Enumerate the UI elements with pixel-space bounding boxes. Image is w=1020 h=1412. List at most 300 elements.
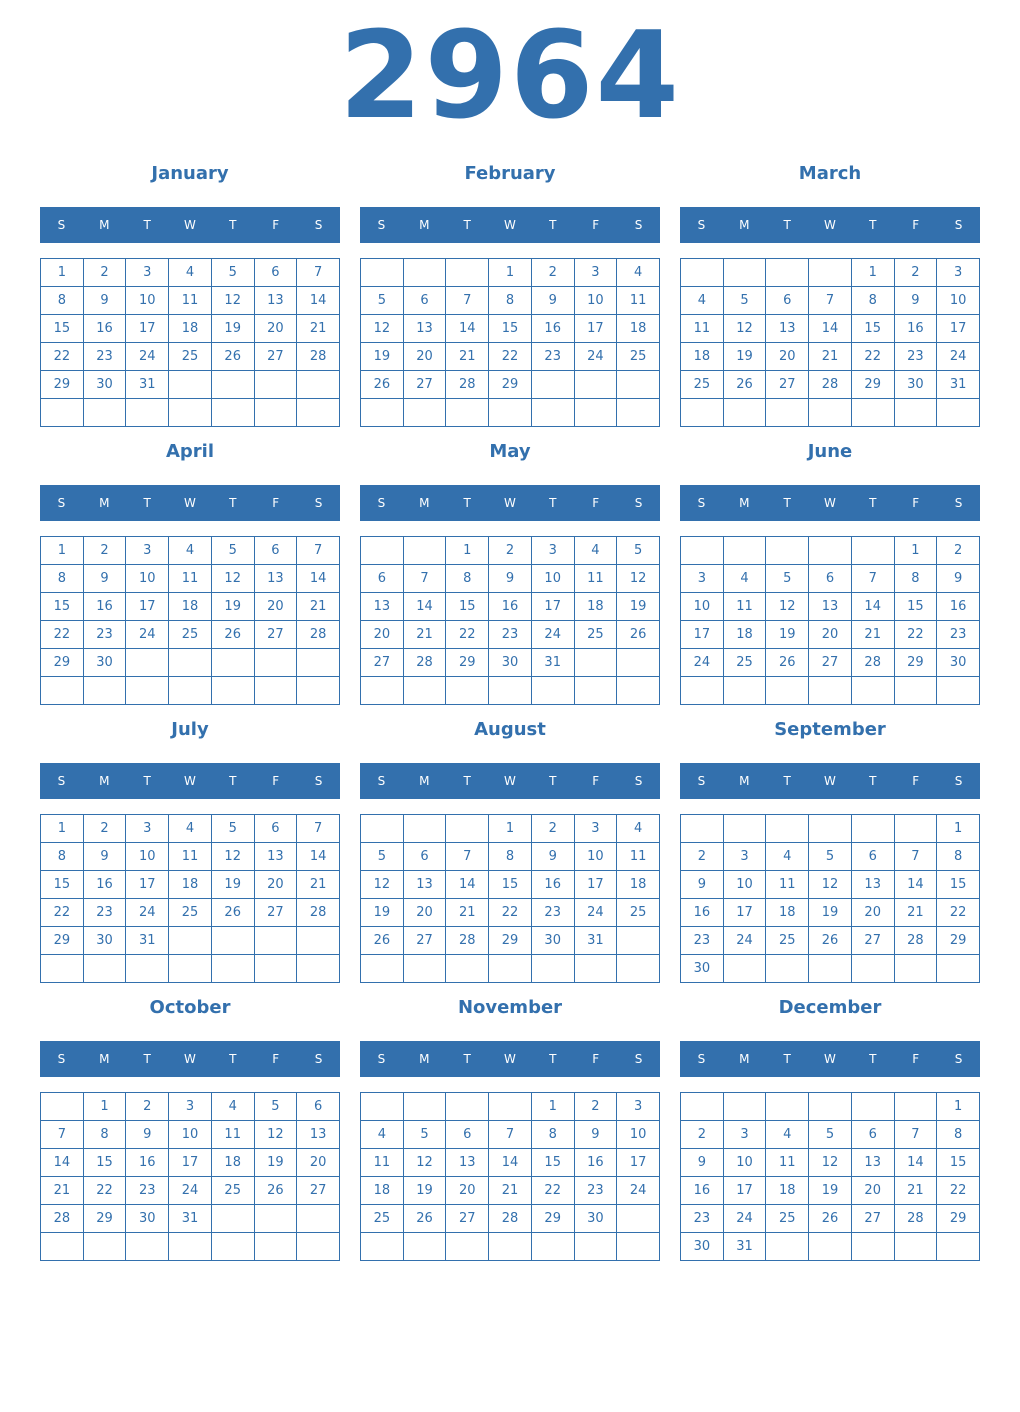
day-cell: 15 bbox=[41, 871, 84, 899]
day-cell: 28 bbox=[852, 649, 895, 677]
day-cell: 14 bbox=[297, 287, 340, 315]
day-cell: 22 bbox=[84, 1177, 127, 1205]
day-cell: 1 bbox=[489, 259, 532, 287]
day-grid bbox=[360, 536, 660, 705]
day-cell: 22 bbox=[489, 343, 532, 371]
day-cell: 2 bbox=[84, 259, 127, 287]
day-cell: 1 bbox=[41, 259, 84, 287]
day-cell: 2 bbox=[489, 537, 532, 565]
day-cell: 30 bbox=[489, 649, 532, 677]
empty-day-cell bbox=[169, 955, 212, 983]
empty-day-cell bbox=[724, 677, 767, 705]
day-cell: 19 bbox=[617, 593, 660, 621]
day-cell: 24 bbox=[937, 343, 980, 371]
day-cell: 2 bbox=[84, 815, 127, 843]
weekday-label: M bbox=[419, 1052, 430, 1066]
day-cell: 13 bbox=[766, 315, 809, 343]
empty-day-cell bbox=[937, 399, 980, 427]
day-cell: 26 bbox=[255, 1177, 298, 1205]
empty-day-cell bbox=[41, 1233, 84, 1261]
day-cell: 6 bbox=[766, 287, 809, 315]
day-cell: 21 bbox=[404, 621, 447, 649]
day-cell: 7 bbox=[852, 565, 895, 593]
weekday-label: T bbox=[463, 1052, 471, 1066]
day-cell: 18 bbox=[617, 315, 660, 343]
empty-day-cell bbox=[575, 677, 618, 705]
weekday-label: T bbox=[783, 774, 791, 788]
empty-day-cell bbox=[41, 955, 84, 983]
month-name: November bbox=[457, 997, 563, 1018]
day-cell: 11 bbox=[361, 1149, 404, 1177]
day-cell: 24 bbox=[724, 927, 767, 955]
day-grid bbox=[360, 814, 660, 983]
day-cell: 13 bbox=[255, 287, 298, 315]
day-cell: 11 bbox=[617, 843, 660, 871]
day-cell: 15 bbox=[852, 315, 895, 343]
day-cell: 5 bbox=[617, 537, 660, 565]
day-cell: 24 bbox=[617, 1177, 660, 1205]
empty-day-cell bbox=[766, 815, 809, 843]
empty-day-cell bbox=[84, 1233, 127, 1261]
day-cell: 11 bbox=[724, 593, 767, 621]
weekday-label: M bbox=[419, 774, 430, 788]
weekday-header bbox=[360, 485, 660, 521]
weekday-label: S bbox=[314, 496, 323, 510]
day-cell: 12 bbox=[404, 1149, 447, 1177]
empty-day-cell bbox=[169, 649, 212, 677]
weekday-label: W bbox=[824, 218, 836, 232]
day-cell: 18 bbox=[169, 871, 212, 899]
empty-day-cell bbox=[766, 537, 809, 565]
weekday-label: T bbox=[869, 218, 877, 232]
weekday-label: S bbox=[634, 218, 643, 232]
weekday-label: S bbox=[954, 1052, 963, 1066]
day-cell: 21 bbox=[41, 1177, 84, 1205]
day-cell: 23 bbox=[681, 1205, 724, 1233]
empty-day-cell bbox=[169, 927, 212, 955]
day-cell: 25 bbox=[681, 371, 724, 399]
day-cell: 8 bbox=[532, 1121, 575, 1149]
month-august bbox=[360, 710, 660, 988]
empty-day-cell bbox=[404, 259, 447, 287]
empty-day-cell bbox=[361, 399, 404, 427]
day-cell: 20 bbox=[852, 899, 895, 927]
day-cell: 13 bbox=[809, 593, 852, 621]
weekday-label: M bbox=[739, 774, 750, 788]
day-cell: 14 bbox=[446, 315, 489, 343]
empty-day-cell bbox=[895, 677, 938, 705]
day-cell: 10 bbox=[532, 565, 575, 593]
weekday-label: T bbox=[869, 774, 877, 788]
day-cell: 12 bbox=[212, 565, 255, 593]
day-cell: 8 bbox=[937, 843, 980, 871]
empty-day-cell bbox=[297, 677, 340, 705]
month-may bbox=[360, 432, 660, 710]
day-cell: 2 bbox=[575, 1093, 618, 1121]
day-grid bbox=[680, 258, 980, 427]
empty-day-cell bbox=[617, 955, 660, 983]
day-cell: 2 bbox=[895, 259, 938, 287]
weekday-label: W bbox=[504, 774, 516, 788]
weekday-label: T bbox=[463, 774, 471, 788]
day-cell: 7 bbox=[809, 287, 852, 315]
empty-day-cell bbox=[617, 1233, 660, 1261]
empty-day-cell bbox=[766, 1233, 809, 1261]
day-cell: 1 bbox=[41, 815, 84, 843]
weekday-header bbox=[40, 485, 340, 521]
day-cell: 6 bbox=[809, 565, 852, 593]
day-cell: 18 bbox=[724, 621, 767, 649]
empty-day-cell bbox=[212, 927, 255, 955]
weekday-label: T bbox=[549, 496, 557, 510]
day-cell: 5 bbox=[724, 287, 767, 315]
day-cell: 9 bbox=[681, 1149, 724, 1177]
empty-day-cell bbox=[532, 955, 575, 983]
day-cell: 1 bbox=[532, 1093, 575, 1121]
day-cell: 5 bbox=[212, 537, 255, 565]
day-cell: 20 bbox=[255, 315, 298, 343]
empty-day-cell bbox=[852, 399, 895, 427]
empty-day-cell bbox=[489, 955, 532, 983]
weekday-header bbox=[360, 1041, 660, 1077]
month-february bbox=[360, 154, 660, 432]
day-cell: 30 bbox=[84, 371, 127, 399]
day-cell: 18 bbox=[766, 899, 809, 927]
day-cell: 19 bbox=[361, 899, 404, 927]
day-cell: 17 bbox=[575, 315, 618, 343]
day-cell: 12 bbox=[766, 593, 809, 621]
day-cell: 25 bbox=[766, 927, 809, 955]
day-cell: 27 bbox=[361, 649, 404, 677]
day-cell: 10 bbox=[575, 843, 618, 871]
day-cell: 6 bbox=[297, 1093, 340, 1121]
day-cell: 10 bbox=[126, 287, 169, 315]
empty-day-cell bbox=[852, 955, 895, 983]
day-cell: 16 bbox=[84, 593, 127, 621]
day-cell: 7 bbox=[446, 843, 489, 871]
day-cell: 23 bbox=[84, 899, 127, 927]
day-cell: 29 bbox=[41, 371, 84, 399]
day-cell: 19 bbox=[809, 899, 852, 927]
day-cell: 11 bbox=[169, 843, 212, 871]
day-cell: 12 bbox=[809, 1149, 852, 1177]
day-cell: 10 bbox=[169, 1121, 212, 1149]
day-cell: 4 bbox=[617, 815, 660, 843]
day-cell: 13 bbox=[446, 1149, 489, 1177]
empty-day-cell bbox=[532, 399, 575, 427]
weekday-label: T bbox=[229, 774, 237, 788]
day-cell: 11 bbox=[169, 287, 212, 315]
weekday-label: S bbox=[634, 774, 643, 788]
month-june bbox=[680, 432, 980, 710]
empty-day-cell bbox=[532, 371, 575, 399]
day-cell: 29 bbox=[895, 649, 938, 677]
day-cell: 27 bbox=[255, 621, 298, 649]
day-cell: 25 bbox=[212, 1177, 255, 1205]
empty-day-cell bbox=[681, 1093, 724, 1121]
day-cell: 3 bbox=[126, 537, 169, 565]
day-cell: 21 bbox=[297, 871, 340, 899]
day-cell: 19 bbox=[404, 1177, 447, 1205]
month-january bbox=[40, 154, 340, 432]
day-cell: 22 bbox=[446, 621, 489, 649]
day-cell: 8 bbox=[895, 565, 938, 593]
empty-day-cell bbox=[809, 537, 852, 565]
empty-day-cell bbox=[937, 1233, 980, 1261]
day-cell: 3 bbox=[126, 815, 169, 843]
day-cell: 2 bbox=[681, 843, 724, 871]
day-cell: 23 bbox=[84, 343, 127, 371]
weekday-label: M bbox=[419, 218, 430, 232]
calendar-grid bbox=[40, 154, 980, 1266]
weekday-label: F bbox=[272, 496, 280, 510]
weekday-label: F bbox=[592, 774, 600, 788]
day-cell: 18 bbox=[169, 593, 212, 621]
day-cell: 6 bbox=[255, 815, 298, 843]
day-cell: 21 bbox=[489, 1177, 532, 1205]
day-cell: 17 bbox=[126, 871, 169, 899]
empty-day-cell bbox=[575, 399, 618, 427]
day-cell: 7 bbox=[297, 815, 340, 843]
empty-day-cell bbox=[126, 677, 169, 705]
day-cell: 27 bbox=[852, 927, 895, 955]
day-cell: 24 bbox=[126, 343, 169, 371]
day-cell: 8 bbox=[937, 1121, 980, 1149]
weekday-label: W bbox=[824, 496, 836, 510]
day-cell: 31 bbox=[169, 1205, 212, 1233]
empty-day-cell bbox=[297, 371, 340, 399]
day-cell: 12 bbox=[809, 871, 852, 899]
day-cell: 18 bbox=[766, 1177, 809, 1205]
weekday-header bbox=[360, 207, 660, 243]
day-cell: 16 bbox=[84, 315, 127, 343]
day-cell: 29 bbox=[937, 1205, 980, 1233]
weekday-label: T bbox=[229, 1052, 237, 1066]
day-cell: 21 bbox=[895, 1177, 938, 1205]
empty-day-cell bbox=[297, 1205, 340, 1233]
empty-day-cell bbox=[255, 371, 298, 399]
day-grid bbox=[40, 536, 340, 705]
empty-day-cell bbox=[255, 399, 298, 427]
weekday-label: S bbox=[57, 774, 66, 788]
empty-day-cell bbox=[255, 1205, 298, 1233]
day-cell: 22 bbox=[937, 899, 980, 927]
day-cell: 11 bbox=[575, 565, 618, 593]
day-cell: 8 bbox=[84, 1121, 127, 1149]
empty-day-cell bbox=[809, 399, 852, 427]
day-cell: 24 bbox=[681, 649, 724, 677]
day-cell: 12 bbox=[361, 315, 404, 343]
weekday-label: S bbox=[954, 218, 963, 232]
day-cell: 17 bbox=[575, 871, 618, 899]
day-cell: 23 bbox=[532, 343, 575, 371]
day-cell: 16 bbox=[532, 315, 575, 343]
day-cell: 21 bbox=[297, 593, 340, 621]
day-cell: 3 bbox=[126, 259, 169, 287]
empty-day-cell bbox=[724, 399, 767, 427]
empty-day-cell bbox=[361, 1093, 404, 1121]
empty-day-cell bbox=[724, 815, 767, 843]
day-grid bbox=[680, 536, 980, 705]
day-cell: 14 bbox=[895, 871, 938, 899]
empty-day-cell bbox=[681, 537, 724, 565]
weekday-label: S bbox=[57, 1052, 66, 1066]
empty-day-cell bbox=[404, 399, 447, 427]
empty-day-cell bbox=[169, 399, 212, 427]
weekday-label: M bbox=[99, 774, 110, 788]
empty-day-cell bbox=[937, 955, 980, 983]
day-cell: 10 bbox=[575, 287, 618, 315]
empty-day-cell bbox=[297, 1233, 340, 1261]
day-cell: 17 bbox=[126, 593, 169, 621]
day-cell: 11 bbox=[617, 287, 660, 315]
month-december bbox=[680, 988, 980, 1266]
day-cell: 13 bbox=[255, 565, 298, 593]
day-cell: 15 bbox=[489, 871, 532, 899]
weekday-label: T bbox=[783, 218, 791, 232]
weekday-label: S bbox=[314, 218, 323, 232]
empty-day-cell bbox=[446, 955, 489, 983]
day-cell: 12 bbox=[617, 565, 660, 593]
day-cell: 23 bbox=[681, 927, 724, 955]
empty-day-cell bbox=[766, 259, 809, 287]
day-cell: 13 bbox=[361, 593, 404, 621]
day-cell: 22 bbox=[937, 1177, 980, 1205]
day-cell: 29 bbox=[852, 371, 895, 399]
weekday-label: S bbox=[634, 1052, 643, 1066]
day-cell: 26 bbox=[361, 927, 404, 955]
day-cell: 15 bbox=[937, 871, 980, 899]
empty-day-cell bbox=[361, 815, 404, 843]
day-cell: 17 bbox=[617, 1149, 660, 1177]
weekday-label: S bbox=[377, 774, 386, 788]
day-cell: 3 bbox=[575, 259, 618, 287]
weekday-label: M bbox=[739, 496, 750, 510]
empty-day-cell bbox=[724, 1093, 767, 1121]
empty-day-cell bbox=[84, 677, 127, 705]
day-cell: 6 bbox=[255, 537, 298, 565]
weekday-label: F bbox=[912, 496, 920, 510]
empty-day-cell bbox=[361, 537, 404, 565]
day-cell: 13 bbox=[404, 315, 447, 343]
day-cell: 29 bbox=[489, 371, 532, 399]
day-cell: 30 bbox=[126, 1205, 169, 1233]
day-cell: 5 bbox=[212, 259, 255, 287]
day-cell: 2 bbox=[84, 537, 127, 565]
empty-day-cell bbox=[126, 399, 169, 427]
day-cell: 30 bbox=[895, 371, 938, 399]
day-cell: 24 bbox=[126, 621, 169, 649]
weekday-label: T bbox=[869, 1052, 877, 1066]
day-cell: 16 bbox=[937, 593, 980, 621]
empty-day-cell bbox=[361, 955, 404, 983]
day-cell: 28 bbox=[446, 371, 489, 399]
day-cell: 9 bbox=[937, 565, 980, 593]
day-cell: 9 bbox=[489, 565, 532, 593]
month-march bbox=[680, 154, 980, 432]
day-cell: 7 bbox=[895, 1121, 938, 1149]
day-cell: 29 bbox=[41, 927, 84, 955]
empty-day-cell bbox=[766, 399, 809, 427]
day-cell: 22 bbox=[895, 621, 938, 649]
empty-day-cell bbox=[575, 371, 618, 399]
day-cell: 15 bbox=[532, 1149, 575, 1177]
weekday-label: M bbox=[419, 496, 430, 510]
empty-day-cell bbox=[852, 537, 895, 565]
day-cell: 11 bbox=[212, 1121, 255, 1149]
empty-day-cell bbox=[681, 399, 724, 427]
empty-day-cell bbox=[212, 1205, 255, 1233]
month-name: April bbox=[165, 441, 215, 462]
day-cell: 8 bbox=[41, 287, 84, 315]
day-cell: 25 bbox=[724, 649, 767, 677]
day-cell: 31 bbox=[126, 371, 169, 399]
day-grid bbox=[360, 1092, 660, 1261]
empty-day-cell bbox=[41, 1093, 84, 1121]
empty-day-cell bbox=[404, 815, 447, 843]
day-cell: 1 bbox=[489, 815, 532, 843]
weekday-label: W bbox=[184, 218, 196, 232]
day-cell: 16 bbox=[126, 1149, 169, 1177]
day-cell: 14 bbox=[852, 593, 895, 621]
day-cell: 6 bbox=[852, 1121, 895, 1149]
weekday-label: S bbox=[697, 774, 706, 788]
empty-day-cell bbox=[809, 1093, 852, 1121]
day-cell: 17 bbox=[126, 315, 169, 343]
day-cell: 28 bbox=[895, 927, 938, 955]
day-cell: 14 bbox=[297, 565, 340, 593]
day-cell: 24 bbox=[724, 1205, 767, 1233]
day-cell: 19 bbox=[766, 621, 809, 649]
day-cell: 28 bbox=[404, 649, 447, 677]
day-cell: 17 bbox=[532, 593, 575, 621]
empty-day-cell bbox=[617, 1205, 660, 1233]
day-cell: 26 bbox=[724, 371, 767, 399]
day-cell: 24 bbox=[169, 1177, 212, 1205]
day-cell: 13 bbox=[852, 871, 895, 899]
weekday-header bbox=[40, 1041, 340, 1077]
empty-day-cell bbox=[361, 259, 404, 287]
empty-day-cell bbox=[809, 1233, 852, 1261]
day-cell: 20 bbox=[255, 593, 298, 621]
day-cell: 31 bbox=[575, 927, 618, 955]
empty-day-cell bbox=[212, 649, 255, 677]
empty-day-cell bbox=[255, 1233, 298, 1261]
empty-day-cell bbox=[212, 371, 255, 399]
empty-day-cell bbox=[489, 677, 532, 705]
empty-day-cell bbox=[532, 1233, 575, 1261]
day-cell: 10 bbox=[126, 843, 169, 871]
empty-day-cell bbox=[724, 259, 767, 287]
day-cell: 20 bbox=[809, 621, 852, 649]
day-cell: 22 bbox=[852, 343, 895, 371]
day-cell: 23 bbox=[895, 343, 938, 371]
day-cell: 10 bbox=[126, 565, 169, 593]
weekday-label: S bbox=[314, 774, 323, 788]
weekday-header bbox=[680, 485, 980, 521]
day-cell: 3 bbox=[575, 815, 618, 843]
weekday-label: T bbox=[143, 1052, 151, 1066]
day-cell: 9 bbox=[126, 1121, 169, 1149]
day-cell: 15 bbox=[937, 1149, 980, 1177]
day-cell: 25 bbox=[169, 899, 212, 927]
weekday-label: F bbox=[592, 496, 600, 510]
weekday-label: S bbox=[697, 1052, 706, 1066]
day-cell: 17 bbox=[937, 315, 980, 343]
day-cell: 10 bbox=[937, 287, 980, 315]
weekday-label: T bbox=[463, 496, 471, 510]
day-cell: 25 bbox=[169, 343, 212, 371]
